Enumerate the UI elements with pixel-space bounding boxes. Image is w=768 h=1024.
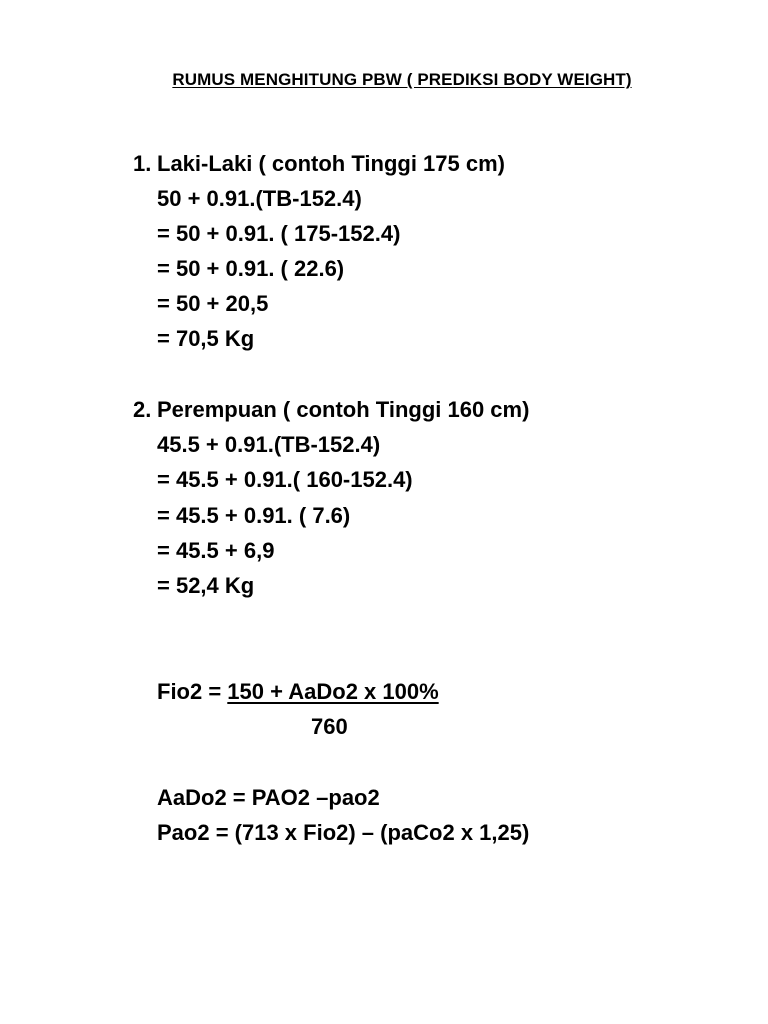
fio2-label: Fio2 = <box>157 679 228 704</box>
section-2-result: = 52,4 Kg <box>157 573 255 598</box>
aado2-formula: AaDo2 = PAO2 –pao2 <box>157 785 380 810</box>
page-title: RUMUS MENGHITUNG PBW ( PREDIKSI BODY WEIGHT) <box>172 70 632 89</box>
section-1-step-4: = 50 + 20,5 <box>157 291 269 316</box>
section-2-heading-line <box>133 396 529 424</box>
pao2-formula: Pao2 = (713 x Fio2) – (paCo2 x 1,25) <box>157 820 530 845</box>
fio2-denominator: 760 <box>311 714 348 739</box>
section-1-heading: Laki-Laki ( contoh Tinggi 175 cm) <box>157 151 505 176</box>
section-1-number: 1. <box>133 151 152 176</box>
section-1-result: = 70,5 Kg <box>157 326 255 351</box>
section-2-heading: Perempuan ( contoh Tinggi 160 cm) <box>157 397 530 422</box>
fio2-numerator: 150 + AaDo2 x 100% <box>227 679 439 704</box>
section-2-number: 2. <box>133 397 152 422</box>
section-2-step-2: = 45.5 + 0.91.( 160-152.4) <box>157 467 413 492</box>
section-2-step-4: = 45.5 + 6,9 <box>157 538 275 563</box>
fio2-formula <box>157 678 439 706</box>
section-1-step-2: = 50 + 0.91. ( 175-152.4) <box>157 221 401 246</box>
section-1-step-3: = 50 + 0.91. ( 22.6) <box>157 256 345 281</box>
section-2-step-1: 45.5 + 0.91.(TB-152.4) <box>157 432 381 457</box>
section-1-heading-line <box>133 150 505 178</box>
section-2-step-3: = 45.5 + 0.91. ( 7.6) <box>157 503 351 528</box>
section-1-step-1: 50 + 0.91.(TB-152.4) <box>157 186 362 211</box>
